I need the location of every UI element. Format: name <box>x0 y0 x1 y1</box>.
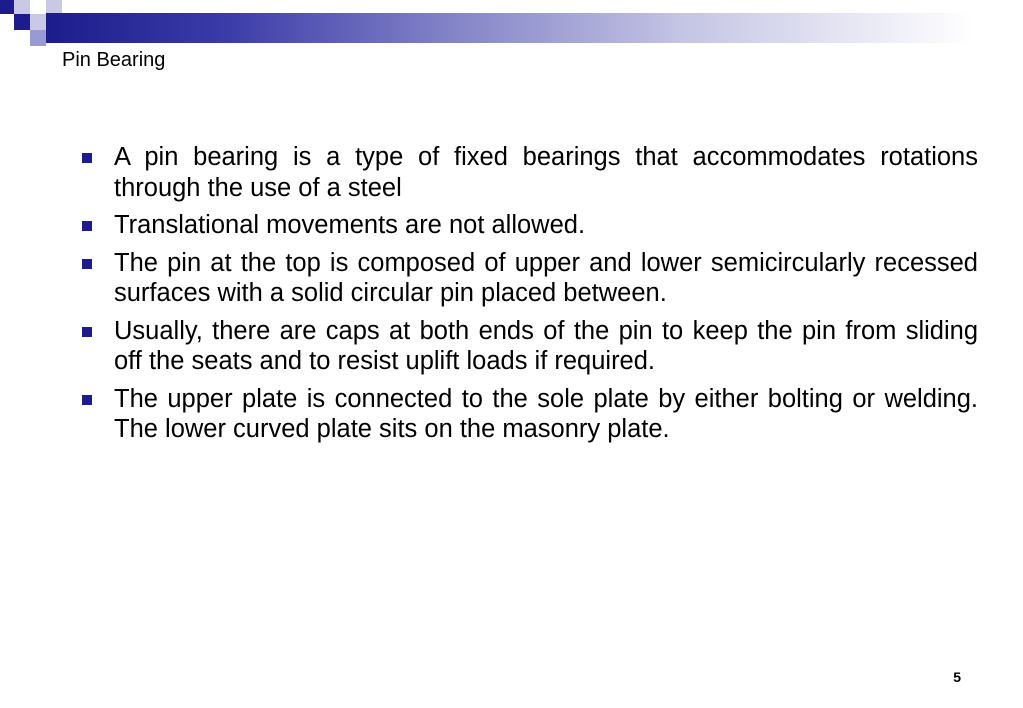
slide-content <box>80 142 978 452</box>
square-bullet-icon <box>82 221 92 231</box>
decorative-square <box>30 14 46 30</box>
bullet-item <box>80 316 978 377</box>
bullet-list <box>80 142 978 445</box>
bullet-item <box>80 210 978 241</box>
bullet-item <box>80 142 978 203</box>
decorative-square <box>46 0 62 13</box>
bullet-item <box>80 248 978 309</box>
square-bullet-icon <box>82 153 92 163</box>
decorative-square <box>14 14 30 30</box>
bullet-text: A pin bearing is a type of fixed bearings that accommodates rotations through the use of a steel <box>114 143 978 202</box>
header-gradient-bar <box>46 13 1023 43</box>
bullet-text: The pin at the top is composed of upper and lower semicircularly recessed surfaces with a solid circular pin placed between. <box>114 248 978 307</box>
square-bullet-icon <box>82 327 92 337</box>
slide-title: Pin Bearing <box>62 49 166 71</box>
bullet-text: Translational movements are not allowed. <box>114 211 586 239</box>
bullet-text: Usually, there are caps at both ends of the pin to keep the pin from sliding off the seats and to resist uplift loads if required. <box>114 316 978 375</box>
square-bullet-icon <box>82 259 92 269</box>
decorative-square <box>14 0 30 14</box>
square-bullet-icon <box>82 395 92 405</box>
bullet-text: The upper plate is connected to the sole plate by either bolting or welding. The lower curved plate sits on the masonry plate. <box>114 384 978 443</box>
decorative-square <box>0 0 14 14</box>
bullet-item <box>80 384 978 445</box>
page-number: 5 <box>953 669 961 685</box>
decorative-square <box>30 0 46 14</box>
decorative-square <box>30 30 46 46</box>
